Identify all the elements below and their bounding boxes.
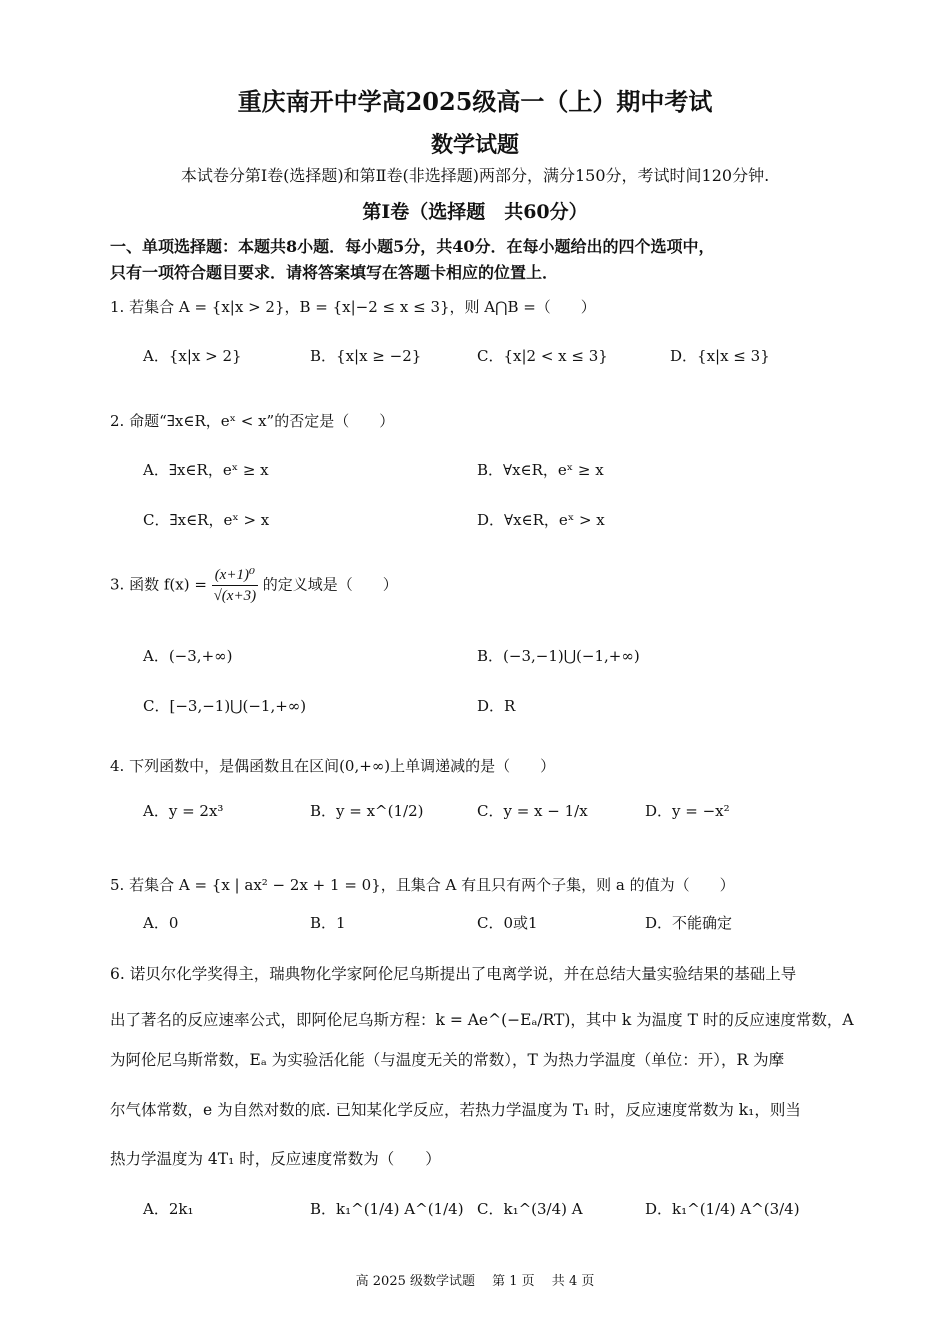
question-6-line-1: 6. 诺贝尔化学奖得主，瑞典物化学家阿伦尼乌斯提出了电离学说，并在总结大量实验结果的基础上导	[110, 965, 797, 983]
question-2-option-a: A．∃x∈R，eˣ ≥ x	[143, 461, 269, 479]
question-4-option-c: C．y = x − 1/x	[477, 802, 588, 820]
part-heading: 第Ⅰ卷（选择题 共60分）	[362, 201, 588, 223]
question-4-stem: 4. 下列函数中，是偶函数且在区间(0,+∞)上单调递减的是（ ）	[110, 757, 556, 775]
question-2-option-b: B．∀x∈R，eˣ ≥ x	[477, 461, 604, 479]
fraction-numerator: (x+1)⁰	[212, 565, 258, 586]
question-1-option-b: B．{x|x ≥ −2}	[310, 347, 422, 365]
question-1-option-a: A．{x|x > 2}	[143, 347, 242, 365]
question-3-stem	[110, 565, 398, 606]
question-6-option-a: A．2k₁	[143, 1200, 194, 1218]
question-3-option-c: C．[−3,−1)⋃(−1,+∞)	[143, 697, 307, 715]
question-4-option-a: A．y = 2x³	[143, 802, 224, 820]
question-3-option-b: B．(−3,−1)⋃(−1,+∞)	[477, 647, 640, 665]
question-1-stem: 1. 若集合 A = {x|x > 2}，B = {x|−2 ≤ x ≤ 3}，则 A⋂B =（ ）	[110, 298, 596, 316]
question-6-line-2: 出了著名的反应速率公式，即阿伦尼乌斯方程：k = Ae^(−Eₐ/RT)，其中 k 为温度 T 时的反应速度常数，A	[110, 1011, 854, 1029]
question-5-option-a: A．0	[143, 914, 179, 932]
question-3-option-d: D．R	[477, 697, 516, 715]
fraction-denominator: √(x+3)	[213, 588, 257, 604]
question-6-option-b: B．k₁^(1/4) A^(1/4)	[310, 1200, 464, 1218]
question-5-option-c: C．0或1	[477, 914, 538, 932]
question-2-option-d: D．∀x∈R，eˣ > x	[477, 511, 605, 529]
section-instructions-line2: 只有一项符合题目要求．请将答案填写在答题卡相应的位置上．	[110, 263, 559, 282]
question-6-line-3: 为阿伦尼乌斯常数，Eₐ 为实验活化能（与温度无关的常数），T 为热力学温度（单位：开），R 为摩	[110, 1051, 785, 1069]
question-2-stem: 2. 命题“∃x∈R，eˣ < x”的否定是（ ）	[110, 412, 395, 430]
section-instructions-line1: 一、单项选择题：本题共8小题．每小题5分，共40分．在每小题给出的四个选项中，	[110, 237, 715, 256]
question-5-option-d: D．不能确定	[645, 914, 733, 932]
question-1-option-c: C．{x|2 < x ≤ 3}	[477, 347, 608, 365]
question-6-line-4: 尔气体常数，e 为自然对数的底. 已知某化学反应，若热力学温度为 T₁ 时，反应速度常数为 k₁，则当	[110, 1101, 801, 1119]
question-5-stem: 5. 若集合 A = {x | ax² − 2x + 1 = 0}，且集合 A 有且只有两个子集，则 a 的值为（ ）	[110, 876, 735, 894]
question-5-option-b: B．1	[310, 914, 346, 932]
question-2-option-c: C．∃x∈R，eˣ > x	[143, 511, 270, 529]
question-4-option-b: B．y = x^(1/2)	[310, 802, 424, 820]
question-6-line-5: 热力学温度为 4T₁ 时，反应速度常数为（ ）	[110, 1150, 441, 1168]
question-3-option-a: A．(−3,+∞)	[143, 647, 233, 665]
question-3-fraction	[212, 565, 258, 606]
page-subtitle: 数学试题	[430, 132, 519, 158]
question-6-option-c: C．k₁^(3/4) A	[477, 1200, 583, 1218]
question-3-stem-pre: 3. 函数 f(x) =	[110, 575, 207, 594]
page-footer: 高 2025 级数学试题 第 1 页 共 4 页	[355, 1274, 595, 1289]
question-3-stem-post: 的定义域是（ ）	[262, 575, 398, 594]
exam-intro: 本试卷分第Ⅰ卷(选择题)和第Ⅱ卷(非选择题)两部分，满分150分，考试时间120分钟.	[180, 166, 770, 185]
page-title: 重庆南开中学高2025级高一（上）期中考试	[237, 87, 713, 116]
question-1-option-d: D．{x|x ≤ 3}	[670, 347, 770, 365]
question-4-option-d: D．y = −x²	[645, 802, 730, 820]
question-6-option-d: D．k₁^(1/4) A^(3/4)	[645, 1200, 800, 1218]
